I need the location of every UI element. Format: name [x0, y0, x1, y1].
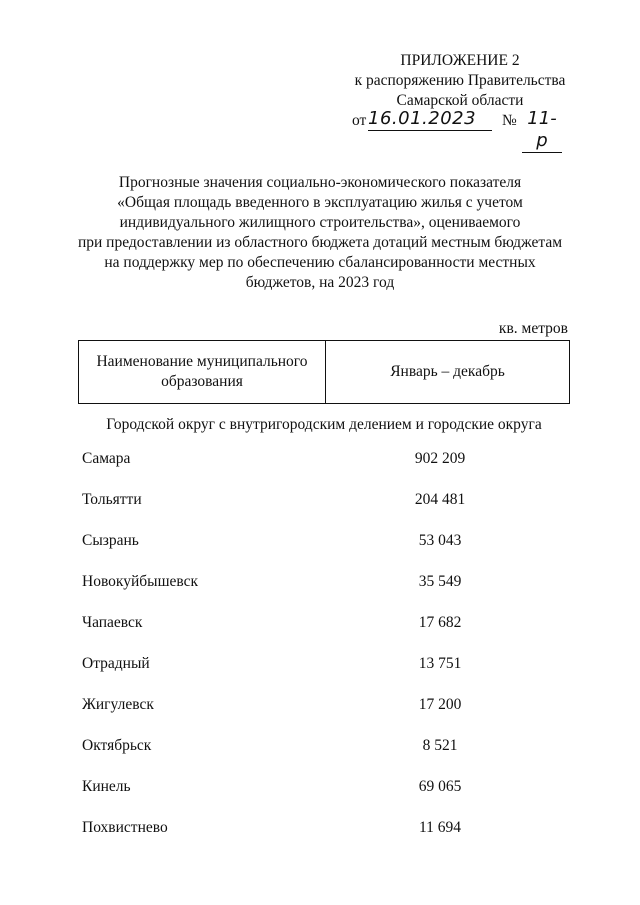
- table-row: [0, 449, 640, 469]
- row-value: 204 481: [414, 491, 466, 508]
- row-name: Тольятти: [82, 491, 142, 508]
- row-value: 53 043: [418, 532, 462, 549]
- table-row: [0, 531, 640, 551]
- row-value: 17 682: [418, 614, 462, 631]
- column-header-name-line-1: Наименование муниципального: [96, 353, 308, 370]
- title-line-5: на поддержку мер по обеспечению сбалансированности местных: [104, 254, 536, 271]
- row-value: 902 209: [414, 450, 466, 467]
- row-name: Похвистнево: [82, 819, 168, 836]
- handwritten-date: 16.01.2023: [368, 108, 492, 131]
- document-title: [60, 173, 580, 293]
- appendix-block: [330, 51, 590, 151]
- number-prefix: №: [502, 112, 517, 129]
- appendix-title: ПРИЛОЖЕНИЕ 2: [400, 52, 520, 69]
- section-title: Городской округ с внутригородским делением и городские округа: [106, 416, 542, 433]
- table-row: [0, 736, 640, 756]
- row-name: Октябрьск: [82, 737, 152, 754]
- row-value: 8 521: [422, 737, 458, 754]
- table-row: [0, 695, 640, 715]
- appendix-line-3: Самарской области: [396, 92, 524, 109]
- row-name: Чапаевск: [82, 614, 143, 631]
- row-value: 69 065: [418, 778, 462, 795]
- column-header-period: Январь – декабрь: [326, 341, 570, 404]
- row-name: Новокуйбышевск: [82, 573, 199, 590]
- row-value: 35 549: [418, 573, 462, 590]
- row-name: Отрадный: [82, 655, 150, 672]
- row-value: 17 200: [418, 696, 462, 713]
- date-prefix: от: [352, 112, 367, 129]
- row-name: Самара: [82, 450, 131, 467]
- row-value: 11 694: [418, 819, 462, 836]
- row-name: Сызрань: [82, 532, 139, 549]
- appendix-line-2: к распоряжению Правительства: [354, 72, 566, 89]
- table-header: [78, 340, 570, 404]
- handwritten-number: 11-р: [522, 108, 562, 153]
- title-line-1: Прогнозные значения социально-экономического показателя: [118, 174, 522, 191]
- row-name: Кинель: [82, 778, 131, 795]
- column-header-name-line-2: образования: [161, 373, 243, 390]
- row-value: 13 751: [418, 655, 462, 672]
- table-row: [0, 490, 640, 510]
- title-line-4: при предоставлении из областного бюджета дотаций местным бюджетам: [77, 234, 563, 251]
- date-number-line: [330, 108, 590, 151]
- column-header-name: [79, 341, 326, 404]
- table-row: [0, 572, 640, 592]
- table-row: [0, 654, 640, 674]
- table-row: [0, 818, 640, 838]
- row-name: Жигулевск: [82, 696, 154, 713]
- table-row: [0, 613, 640, 633]
- title-line-2: «Общая площадь введенного в эксплуатацию жилья с учетом: [117, 194, 523, 211]
- table-row: [0, 777, 640, 797]
- units-label: кв. метров: [498, 320, 568, 337]
- title-line-6: бюджетов, на 2023 год: [245, 274, 395, 291]
- title-line-3: индивидуального жилищного строительства», оцениваемого: [119, 214, 521, 231]
